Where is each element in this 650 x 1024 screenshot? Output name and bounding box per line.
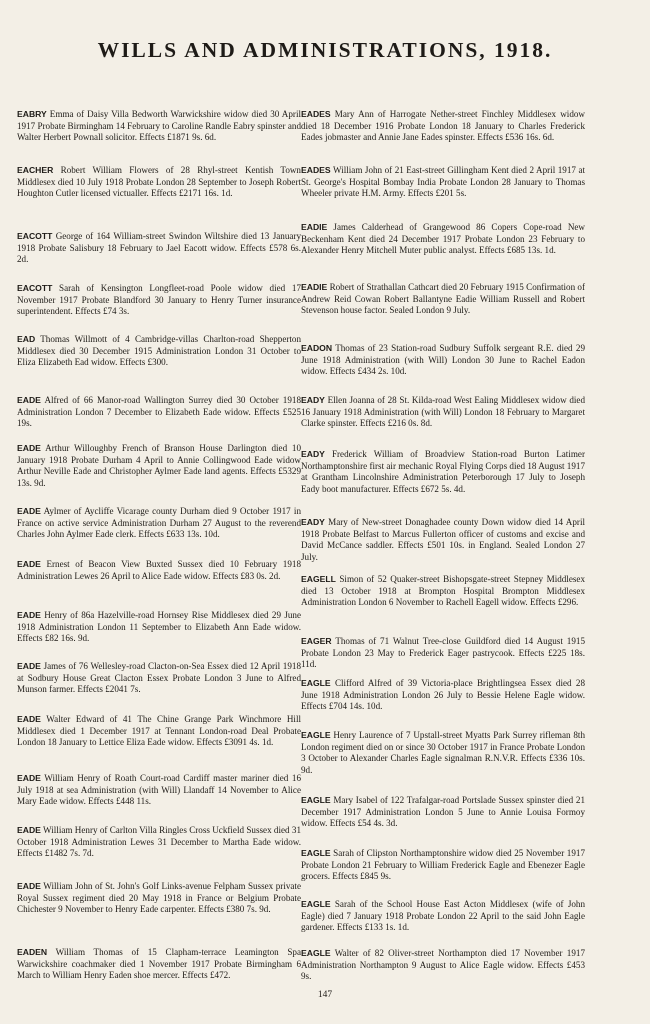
entry-text: Ellen Joanna of 28 St. Kilda-road West Ealing Middlesex widow died 16 January 1918 Administration (with Will) London 18 February to Margaret Clarke spinster. Effects £216 0s. 8d. (301, 395, 585, 429)
entry-text: Robert William Flowers of 28 Rhyl-street Kentish Town Middlesex died 10 July 1918 Probate London 28 September to Joseph Robert Houghton Cutler licensed victualler. Effects £2171 16s. 1d. (17, 165, 301, 199)
entry-surname: EACHER (17, 165, 54, 175)
entry-surname: EADE (17, 559, 41, 569)
register-entry (301, 678, 585, 713)
register-entry (301, 449, 585, 495)
entry-surname: EADES (301, 165, 331, 175)
entry-surname: EADE (17, 825, 41, 835)
entry-text: Ernest of Beacon View Buxted Sussex died 10 February 1918 Administration Lewes 26 April to Alice Eade widow. Effects £83 0s. 2d. (17, 559, 301, 581)
entry-surname: EADE (17, 506, 41, 516)
entry-text: Thomas of 71 Walnut Tree-close Guildford died 14 August 1915 Probate London 23 May to Frederick Eager pastrycook. Effects £225 18s. 11d. (301, 636, 585, 670)
entry-surname: EACOTT (17, 283, 53, 293)
register-entry (301, 899, 585, 934)
entry-surname: EAGELL (301, 574, 336, 584)
entry-surname: EAGLE (301, 730, 331, 740)
entry-text: Mary Isabel of 122 Trafalgar-road Portslade Sussex spinster died 21 December 1917 Administration London 5 June to Annie Louisa Formoy widow. Effects £54 4s. 3d. (301, 795, 585, 829)
register-entry (301, 282, 585, 317)
entry-surname: EAGLE (301, 899, 331, 909)
entry-surname: EADE (17, 773, 41, 783)
register-entry (17, 610, 301, 645)
entry-surname: EADY (301, 517, 325, 527)
entry-text: Alfred of 66 Manor-road Wallington Surrey died 30 October 1918 Administration London 7 December to Elizabeth Eade widow. Effects £525 19s. (17, 395, 301, 429)
entry-surname: EADES (301, 109, 331, 119)
register-entry (17, 714, 301, 749)
entry-surname: EADON (301, 343, 333, 353)
entry-text: Frederick William of Broadview Station-road Burton Latimer Northamptonshire first air mechanic Royal Flying Corps died 18 August 1917 at Grantham Lincolnshire Administration Peterborough 17 July to Joseph Eady boot manufacturer. Effects £672 5s. 4d. (301, 449, 585, 494)
entry-text: James of 76 Wellesley-road Clacton-on-Sea Essex died 12 April 1918 at Sodbury House Great Clacton Essex Probate London 3 June to Alfred Munson farmer. Effects £2041 7s. (17, 661, 301, 695)
register-entry (17, 825, 301, 860)
entry-text: Henry Laurence of 7 Upstall-street Myatts Park Surrey rifleman 8th London regiment died on or since 30 October 1917 in France Probate London 3 October to Alexander Charles Eagle signalman R.N.V.R. Effects £336 10s. 9d. (301, 730, 585, 775)
register-entry (301, 222, 585, 257)
register-entry (17, 661, 301, 696)
entry-surname: EADE (17, 661, 41, 671)
register-entry (301, 948, 585, 983)
entry-surname: EAGLE (301, 848, 331, 858)
register-entry (301, 795, 585, 830)
entry-surname: EABRY (17, 109, 47, 119)
entry-text: Sarah of the School House East Acton Middlesex (wife of John Eagle) died 7 January 1918 Probate London 22 April to the said John Eagle gardener. Effects £133 1s. 1d. (301, 899, 585, 933)
entry-text: Robert of Strathallan Cathcart died 20 February 1915 Confirmation of Andrew Reid Cowan Robert Ballantyne Eadie William Russell and Robert Stevenson house factor. Sealed London 9 July. (301, 282, 585, 316)
entry-surname: EAGLE (301, 678, 331, 688)
entry-text: Aylmer of Aycliffe Vicarage county Durham died 9 October 1917 in France on active service Administration Durham 27 August to the reverend Charles John Aylmer Eade clerk. Effects £633 13s. 10d. (17, 506, 301, 540)
register-entry (17, 559, 301, 582)
page-title: WILLS AND ADMINISTRATIONS, 1918. (97, 38, 553, 62)
entry-surname: EADE (17, 443, 41, 453)
register-entry (17, 947, 301, 982)
register-entry (301, 848, 585, 883)
entry-text: Mary of New-street Donaghadee county Down widow died 14 April 1918 Probate Belfast to Marcus Fullerton officer of customs and excise and David McCance saddler. Effects £501 10s. in England. Sealed London 27 July. (301, 517, 585, 562)
register-entry (17, 773, 301, 808)
entry-surname: EAGLE (301, 948, 331, 958)
entry-surname: EADE (17, 714, 41, 724)
entry-text: Sarah of Kensington Longfleet-road Poole widow died 17 November 1917 Probate Blandford 30 January to Henry Turner insurance superintendent. Effects £74 3s. (17, 283, 301, 317)
entry-text: George of 164 William-street Swindon Wiltshire died 13 January 1918 Probate Salisbury 18 February to Jael Eacott widow. Effects £578 6s. 2d. (17, 231, 301, 265)
register-entry (301, 517, 585, 563)
entry-surname: EADY (301, 395, 325, 405)
entry-text: Arthur Willoughby French of Branson House Darlington died 10 January 1918 Probate Durham 4 April to Annie Collingwood Eade widow Arthur Neville Eade and Christopher Aylmer Eade land agents. Effects £5329 13s. 9d. (17, 443, 301, 488)
register-entry (17, 165, 301, 200)
entry-surname: EADY (301, 449, 325, 459)
entry-text: William John of St. John's Golf Links-avenue Felpham Sussex private Royal Sussex regiment died 20 May 1918 in France or Belgium Probate Chichester 9 November to Henry Eade carpenter. Effects £380 7s. 9d. (17, 881, 301, 915)
entry-text: Walter of 82 Oliver-street Northampton died 17 November 1917 Administration Northampton 9 August to Alice Eagle widow. Effects £453 9s. (301, 948, 585, 982)
register-entry (17, 231, 301, 266)
register-entry (301, 636, 585, 671)
register-entry (17, 283, 301, 318)
register-entry (301, 165, 585, 200)
entry-surname: EAGER (301, 636, 332, 646)
register-entry (17, 506, 301, 541)
register-entry (17, 881, 301, 916)
entry-text: William Henry of Roath Court-road Cardiff master mariner died 16 July 1918 at sea Administration (with Will) Llandaff 14 November to Alice Mary Eade widow. Effects £448 11s. (17, 773, 301, 807)
entry-surname: EAD (17, 334, 36, 344)
entry-surname: EADE (17, 881, 41, 891)
register-entry (301, 574, 585, 609)
entry-text: Henry of 86a Hazelville-road Hornsey Rise Middlesex died 29 June 1918 Administration London 11 September to Elizabeth Ann Eade widow. Effects £82 16s. 9d. (17, 610, 302, 644)
entry-text: Mary Ann of Harrogate Nether-street Finchley Middlesex widow died 18 December 1916 Probate London 18 January to Charles Frederick Eades jobmaster and Annie Jane Eades spinster. Effects £536 16s. 6d. (301, 109, 585, 143)
register-entry (17, 443, 301, 489)
entry-text: William Thomas of 15 Clapham-terrace Leamington Spa Warwickshire coachmaker died 1 November 1917 Probate Birmingham 6 March to William Henry Eaden shoe mercer. Effects £472. (17, 947, 302, 981)
entry-text: Clifford Alfred of 39 Victoria-place Brightlingsea Essex died 28 June 1918 Administration London 26 July to Bessie Helene Eagle widow. Effects £704 14s. 10d. (301, 678, 585, 712)
entry-text: James Calderhead of Grangewood 86 Copers Cope-road New Beckenham Kent died 24 December 1917 Probate London 23 February to Alexander Henry Mitchell Muter public analyst. Effects £685 13s. 1d. (301, 222, 586, 256)
register-entry (301, 395, 585, 430)
entry-surname: EACOTT (17, 231, 53, 241)
page-number: 147 (317, 990, 333, 1000)
entry-text: Emma of Daisy Villa Bedworth Warwickshire widow died 30 April 1917 Probate Birmingham 14 February to Caroline Randle Eabry spinster and Walter Herbert Pownall solicitor. Effects £1871 9s. 6d. (17, 109, 301, 143)
entry-surname: EADE (17, 610, 41, 620)
entry-text: William John of 21 East-street Gillingham Kent died 2 April 1917 at St. George's Hospital Bombay India Probate London 28 January to Thomas Wheeler private H.M. Army. Effects £201 5s. (301, 165, 586, 199)
entry-text: Thomas of 23 Station-road Sudbury Suffolk sergeant R.E. died 29 June 1918 Administration (with Will) London 30 June to Rachel Eadon widow. Effects £434 2s. 10d. (301, 343, 585, 377)
entry-text: William Henry of Carlton Villa Ringles Cross Uckfield Sussex died 31 October 1918 Administration Lewes 31 December to Martha Eade widow. Effects £1482 7s. 7d. (17, 825, 301, 859)
entry-text: Walter Edward of 41 The Chine Grange Park Winchmore Hill Middlesex died 1 December 1917 at Tennant London-road Deal Probate London 18 January to Lettice Eliza Eade widow. Effects £3091 4s. 1d. (17, 714, 301, 748)
entry-text: Simon of 52 Quaker-street Bishopsgate-street Stepney Middlesex died 13 October 1918 at Brompton Hospital Brompton Middlesex Administration London 6 November to Rachell Eagell widow. Effects £296. (301, 574, 585, 608)
register-entry (301, 109, 585, 144)
entry-text: Thomas Willmott of 4 Cambridge-villas Charlton-road Shepperton Middlesex died 30 December 1915 Administration London 31 October to Eliza Elizabeth Ead widow. Effects £300. (17, 334, 302, 368)
register-entry (17, 109, 301, 144)
entry-surname: EADEN (17, 947, 48, 957)
entry-text: Sarah of Clipston Northamptonshire widow died 25 November 1917 Probate London 21 February to William Frederick Eagle and Ebenezer Eagle grocers. Effects £845 9s. (301, 848, 585, 882)
register-entry (301, 343, 585, 378)
register-entry (17, 334, 301, 369)
register-entry (17, 395, 301, 430)
register-entry (301, 730, 585, 776)
entry-surname: EADE (17, 395, 41, 405)
entry-surname: EADIE (301, 282, 328, 292)
entry-surname: EAGLE (301, 795, 331, 805)
entry-surname: EADIE (301, 222, 328, 232)
